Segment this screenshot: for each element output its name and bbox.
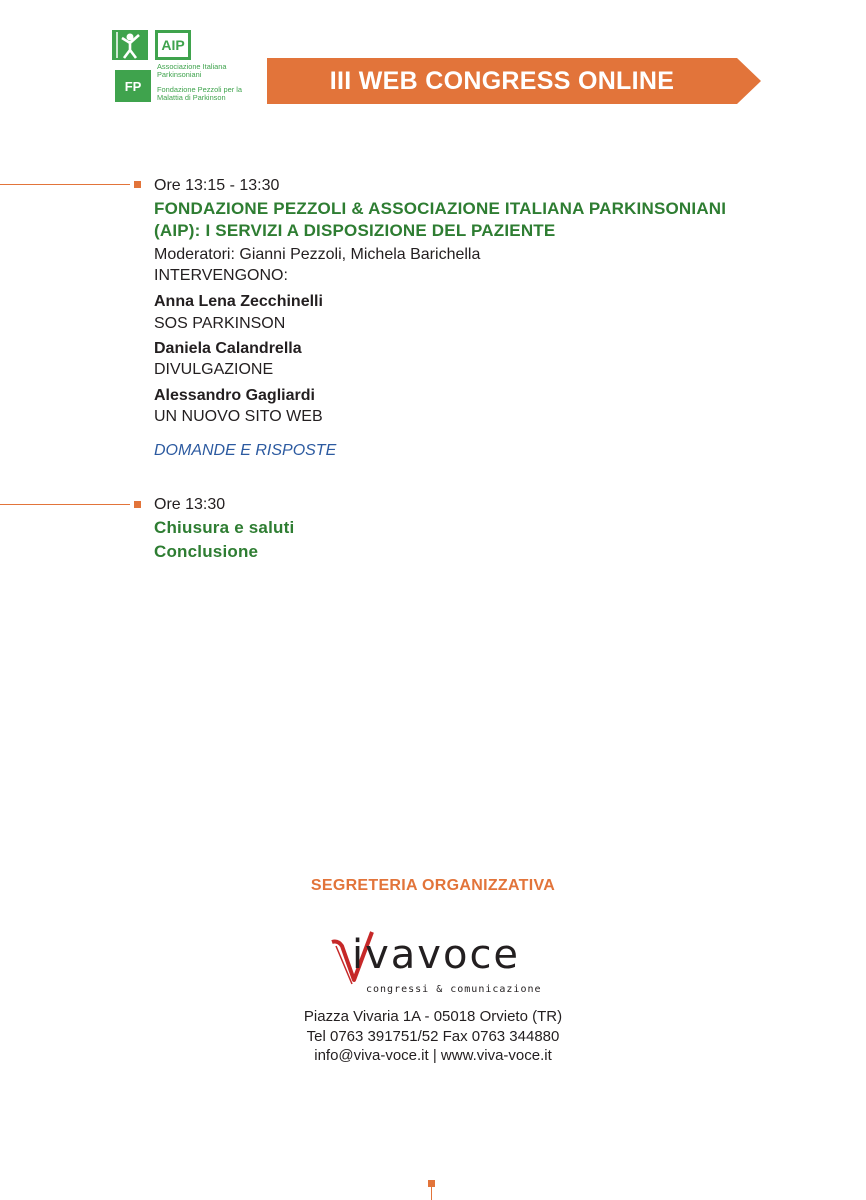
email-web: info@viva-voce.it | www.viva-voce.it — [314, 1047, 552, 1064]
phone-fax: Tel 0763 391751/52 Fax 0763 344880 — [306, 1028, 560, 1045]
page-marker-line — [431, 1187, 432, 1200]
session-time: Ore 13:15 - 13:30 — [154, 177, 280, 194]
aip-name: Associazione Italiana Parkinsoniani — [157, 62, 227, 79]
intervengono-label: INTERVENGONO: — [154, 267, 288, 284]
session-time: Ore 13:30 — [154, 496, 226, 513]
speaker-name: Alessandro Gagliardi — [154, 387, 315, 404]
logo-word: ivavoce — [352, 932, 521, 978]
secretariat-title: SEGRETERIA ORGANIZZATIVA — [310, 877, 556, 894]
qa-label: DOMANDE E RISPOSTE — [154, 442, 337, 459]
congress-banner — [267, 58, 761, 104]
session-title-line2: Conclusione — [154, 542, 259, 561]
session-title-line2: (AIP): I SERVIZI A DISPOSIZIONE DEL PAZIENTE — [154, 221, 556, 240]
moderators: Moderatori: Gianni Pezzoli, Michela Barichella — [154, 246, 481, 263]
parkinson-figure-icon — [112, 30, 148, 60]
timeline-bullet — [134, 501, 141, 508]
timeline-rule — [0, 504, 130, 505]
fp-name: Fondazione Pezzoli per la Malattia di Parkinson — [157, 85, 243, 102]
speaker-name: Anna Lena Zecchinelli — [154, 293, 323, 310]
timeline-rule — [0, 184, 130, 185]
fp-badge: FP — [115, 70, 151, 102]
address: Piazza Vivaria 1A - 05018 Orvieto (TR) — [303, 1008, 563, 1025]
banner-title: III WEB CONGRESS ONLINE — [329, 66, 675, 95]
logo-subtitle: congressi & comunicazione — [366, 984, 542, 995]
session-title-line1: FONDAZIONE PEZZOLI & ASSOCIAZIONE ITALIANA PARKINSONIANI — [154, 199, 727, 218]
speaker-topic: UN NUOVO SITO WEB — [154, 408, 323, 425]
speaker-topic: SOS PARKINSON — [154, 315, 286, 332]
aip-badge: AIP — [155, 30, 191, 60]
session-title-line1: Chiusura e saluti — [154, 518, 295, 537]
page-marker — [428, 1180, 435, 1187]
timeline-bullet — [134, 181, 141, 188]
speaker-name: Daniela Calandrella — [154, 340, 302, 357]
speaker-topic: DIVULGAZIONE — [154, 361, 274, 378]
